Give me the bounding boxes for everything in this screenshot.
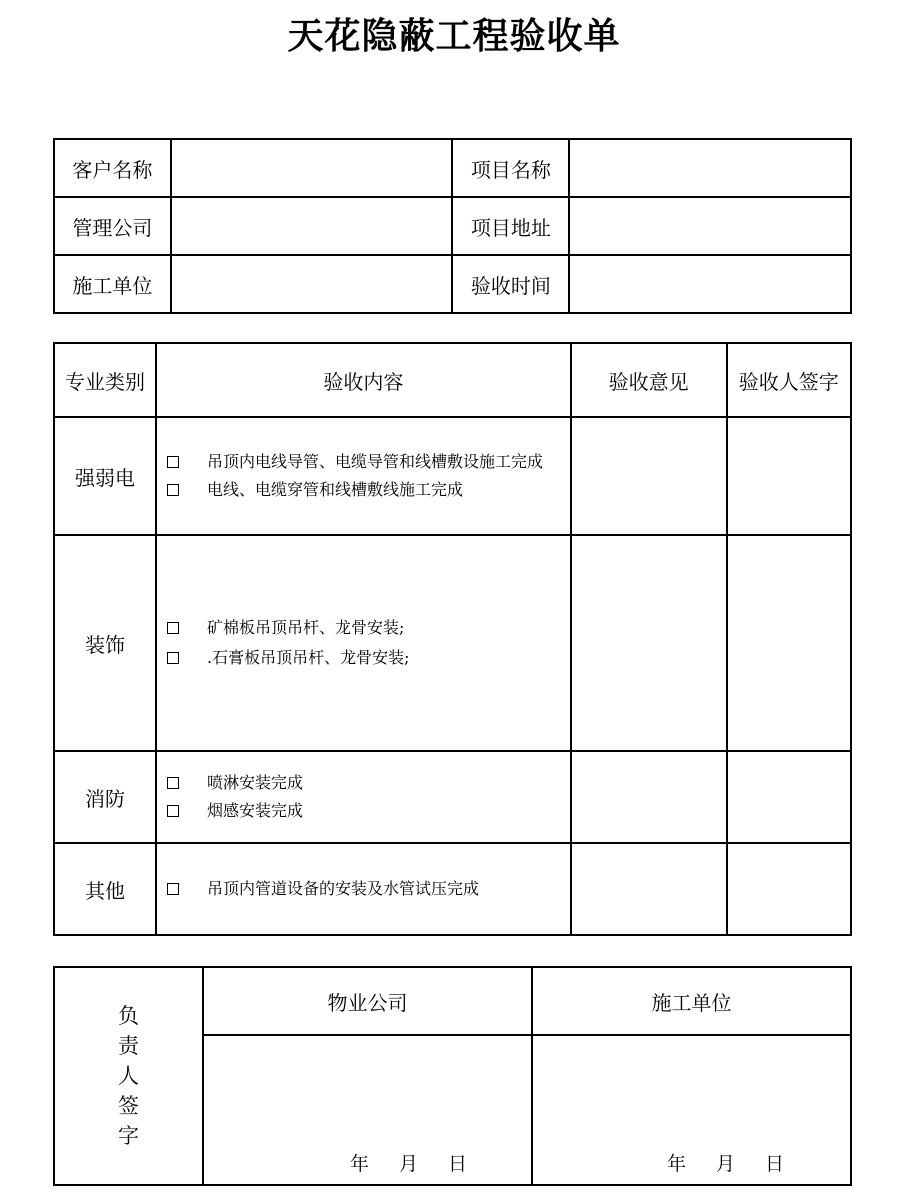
- info-value-management-company[interactable]: [171, 197, 453, 255]
- responsible-signature-label-cell: [54, 967, 203, 1185]
- checkbox-icon[interactable]: [167, 456, 179, 468]
- category-cell: 装饰: [54, 535, 156, 751]
- property-company-signature-area[interactable]: [203, 1035, 532, 1185]
- checklist-item-label: 吊顶内电线导管、电缆导管和线槽敷设施工完成: [207, 452, 544, 471]
- signature-cell[interactable]: [727, 843, 851, 935]
- category-cell: 其他: [54, 843, 156, 935]
- table-row: [54, 535, 851, 751]
- checklist-item[interactable]: [167, 769, 570, 797]
- content-cell: [156, 417, 571, 535]
- inspection-table: [53, 342, 852, 936]
- opinion-cell[interactable]: [571, 417, 727, 535]
- checklist-item[interactable]: [167, 614, 570, 642]
- info-value-construction-unit[interactable]: [171, 255, 453, 313]
- info-value-inspection-time[interactable]: [569, 255, 851, 313]
- table-row: [54, 843, 851, 935]
- checkbox-icon[interactable]: [167, 805, 179, 817]
- checklist-item-label: 吊顶内管道设备的安装及水管试压完成: [207, 879, 480, 898]
- date-year-label: 年: [666, 1153, 686, 1175]
- opinion-cell[interactable]: [571, 843, 727, 935]
- checklist-item-label: 矿棉板吊顶吊杆、龙骨安装;: [207, 618, 405, 637]
- signature-header-row: [54, 967, 851, 1035]
- info-label-inspection-time: 验收时间: [452, 255, 569, 313]
- form-title: 天花隐蔽工程验收单: [287, 16, 621, 57]
- date-day-label: 日: [764, 1153, 784, 1175]
- info-label-customer-name: 客户名称: [54, 139, 171, 197]
- info-label-management-company: 管理公司: [54, 197, 171, 255]
- signature-cell[interactable]: [727, 751, 851, 843]
- date-line: [204, 1149, 531, 1184]
- header-content: 验收内容: [156, 343, 571, 417]
- info-label-construction-unit: 施工单位: [54, 255, 171, 313]
- info-row: [54, 139, 851, 197]
- table-row: [54, 751, 851, 843]
- checklist-item-label: 喷淋安装完成: [207, 773, 304, 792]
- date-month-label: 月: [398, 1153, 418, 1175]
- checklist-item[interactable]: [167, 476, 570, 504]
- responsible-signature-table: [53, 966, 852, 1186]
- category-cell: 消防: [54, 751, 156, 843]
- info-value-customer-name[interactable]: [171, 139, 453, 197]
- info-label-project-name: 项目名称: [452, 139, 569, 197]
- construction-unit-header: 施工单位: [532, 967, 851, 1035]
- construction-unit-signature-area[interactable]: [532, 1035, 851, 1185]
- inspection-header-row: [54, 343, 851, 417]
- checkbox-icon[interactable]: [167, 484, 179, 496]
- header-inspector-signature: 验收人签字: [727, 343, 851, 417]
- header-category: 专业类别: [54, 343, 156, 417]
- property-company-header: 物业公司: [203, 967, 532, 1035]
- checkbox-icon[interactable]: [167, 652, 179, 664]
- opinion-cell[interactable]: [571, 535, 727, 751]
- header-opinion: 验收意见: [571, 343, 727, 417]
- responsible-signature-label: 负责人签字: [118, 1004, 139, 1148]
- checkbox-icon[interactable]: [167, 777, 179, 789]
- content-cell: [156, 751, 571, 843]
- info-label-project-address: 项目地址: [452, 197, 569, 255]
- signature-cell[interactable]: [727, 535, 851, 751]
- checklist-item[interactable]: [167, 448, 570, 476]
- signature-cell[interactable]: [727, 417, 851, 535]
- date-line: [533, 1149, 850, 1184]
- checkbox-icon[interactable]: [167, 622, 179, 634]
- table-row: [54, 417, 851, 535]
- opinion-cell[interactable]: [571, 751, 727, 843]
- checkbox-icon[interactable]: [167, 883, 179, 895]
- date-month-label: 月: [715, 1153, 735, 1175]
- date-day-label: 日: [447, 1153, 467, 1175]
- category-cell: 强弱电: [54, 417, 156, 535]
- info-row: [54, 255, 851, 313]
- content-cell: [156, 535, 571, 751]
- project-info-table: [53, 138, 852, 314]
- checklist-item-label: .石膏板吊顶吊杆、龙骨安装;: [207, 648, 410, 667]
- info-value-project-address[interactable]: [569, 197, 851, 255]
- checklist-item-label: 烟感安装完成: [207, 801, 304, 820]
- info-row: [54, 197, 851, 255]
- checklist-item[interactable]: [167, 875, 570, 903]
- content-cell: [156, 843, 571, 935]
- info-value-project-name[interactable]: [569, 139, 851, 197]
- checklist-item[interactable]: [167, 797, 570, 825]
- checklist-item[interactable]: [167, 644, 570, 672]
- date-year-label: 年: [349, 1153, 369, 1175]
- checklist-item-label: 电线、电缆穿管和线槽敷线施工完成: [207, 480, 464, 499]
